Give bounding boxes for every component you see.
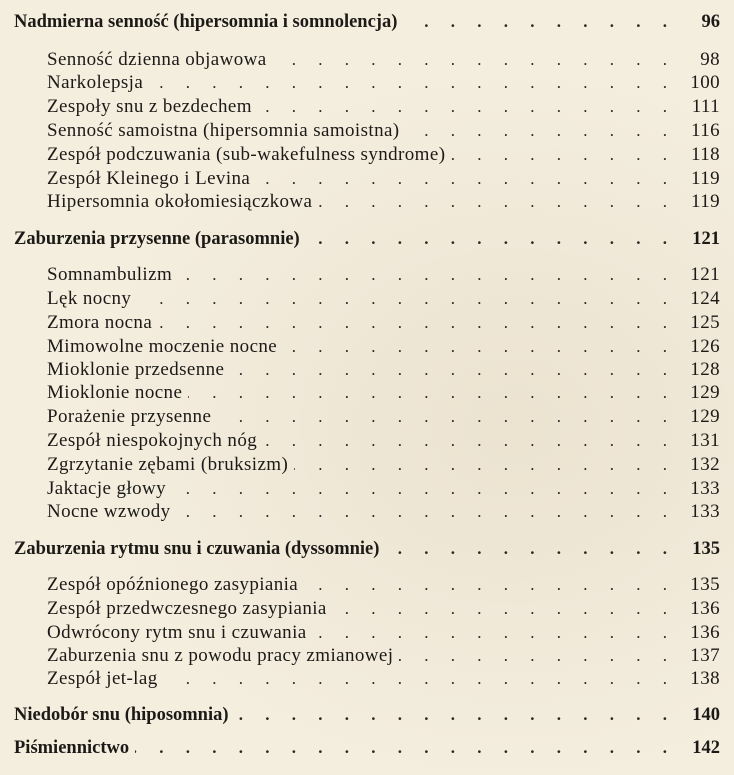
toc-page-number: 111	[691, 96, 720, 117]
leader-dots	[230, 361, 676, 378]
toc-page-number: 133	[690, 501, 720, 522]
toc-page-number: 140	[692, 705, 720, 725]
leader-dots	[235, 706, 676, 723]
toc-entry[interactable]	[47, 168, 720, 190]
leader-dots	[399, 647, 676, 664]
toc-page-number: 138	[690, 668, 720, 689]
toc-entry[interactable]	[47, 144, 720, 166]
toc-entry[interactable]	[47, 359, 720, 381]
toc-entry[interactable]	[47, 96, 720, 118]
toc-entry[interactable]	[47, 72, 720, 94]
toc-page-number: 121	[692, 229, 720, 249]
toc-page-number: 126	[690, 336, 720, 357]
leader-dots	[313, 624, 676, 641]
toc-entry[interactable]	[47, 501, 720, 523]
toc-section[interactable]	[14, 539, 720, 560]
toc-page-number: 136	[690, 598, 720, 619]
leader-dots	[137, 290, 676, 307]
toc-entry-title: Mimowolne moczenie nocne	[47, 336, 278, 357]
leader-dots	[283, 338, 676, 355]
toc-entry-title: Somnambulizm	[47, 264, 173, 285]
leader-dots	[177, 503, 676, 520]
toc-entry-title: Zespół jet-lag	[47, 668, 158, 689]
toc-entry-title: Senność samoistna (hipersomnia samoistna)	[47, 120, 400, 141]
toc-page-number: 118	[691, 144, 720, 165]
toc-section[interactable]	[14, 12, 720, 33]
toc-page-number: 98	[700, 49, 720, 70]
toc-page-number: 135	[692, 539, 720, 559]
toc-entry-title: Odwrócony rytm snu i czuwania	[47, 622, 307, 643]
leader-dots	[304, 576, 676, 593]
toc-entry[interactable]	[47, 120, 720, 142]
toc-entry-title: Jaktacje głowy	[47, 478, 167, 499]
leader-dots	[294, 456, 676, 473]
toc-page-number: 96	[701, 12, 720, 32]
leader-dots	[258, 98, 676, 115]
toc-page-number: 119	[691, 168, 720, 189]
leader-dots	[406, 122, 676, 139]
leader-dots	[178, 266, 676, 283]
toc-page-number: 136	[690, 622, 720, 643]
toc-page-number: 100	[690, 72, 720, 93]
toc-entry[interactable]	[47, 312, 720, 334]
toc-entry-title: Zgrzytanie zębami (bruksizm)	[47, 454, 289, 475]
toc-page-number: 121	[690, 264, 720, 285]
toc-entry[interactable]	[47, 430, 720, 452]
toc-page-number: 132	[690, 454, 720, 475]
leader-dots	[256, 170, 676, 187]
leader-dots	[135, 739, 676, 756]
toc-entry-title: Zespół Kleinego i Levina	[47, 168, 251, 189]
toc-entry-title: Mioklonie przedsenne	[47, 359, 225, 380]
leader-dots	[263, 432, 676, 449]
leader-dots	[385, 540, 676, 557]
toc-entry[interactable]	[47, 49, 720, 71]
toc-entry-title: Zespół podczuwania (sub-wakefulness syndrome)	[47, 144, 446, 165]
toc-entry-title: Senność dzienna objawowa	[47, 49, 267, 70]
toc-entry[interactable]	[47, 668, 720, 690]
toc-entry[interactable]	[47, 574, 720, 596]
toc-section-title: Niedobór snu (hiposomnia)	[14, 705, 229, 725]
toc-page-number: 142	[692, 738, 720, 758]
toc-entry-title: Zespoły snu z bezdechem	[47, 96, 252, 117]
leader-dots	[149, 74, 676, 91]
leader-dots	[158, 314, 676, 331]
toc-entry[interactable]	[47, 382, 720, 404]
toc-section-title: Nadmierna senność (hipersomnia i somnolencja)	[14, 12, 398, 32]
toc-entry[interactable]	[47, 598, 720, 620]
toc-entry[interactable]	[47, 622, 720, 644]
toc-page-number: 135	[690, 574, 720, 595]
toc-entry-title: Lęk nocny	[47, 288, 132, 309]
toc-entry[interactable]	[47, 288, 720, 310]
toc-entry-title: Zaburzenia snu z powodu pracy zmianowej	[47, 645, 394, 666]
leader-dots	[333, 600, 676, 617]
toc-entry[interactable]	[47, 454, 720, 476]
leader-dots	[318, 193, 676, 210]
toc-page-number: 124	[690, 288, 720, 309]
toc-page-number: 129	[690, 382, 720, 403]
toc-entry[interactable]	[47, 406, 720, 428]
toc-section-title: Piśmiennictwo	[14, 738, 130, 758]
leader-dots	[188, 384, 676, 401]
toc-entry-title: Nocne wzwody	[47, 501, 171, 522]
toc-page-number: 116	[691, 120, 720, 141]
leader-dots	[306, 230, 676, 247]
leader-dots	[451, 146, 676, 163]
toc-section[interactable]	[14, 229, 720, 250]
leader-dots	[403, 13, 676, 30]
leader-dots	[273, 51, 676, 68]
toc-entry[interactable]	[47, 478, 720, 500]
toc-entry-title: Zespół niespokojnych nóg	[47, 430, 258, 451]
toc-entry-title: Porażenie przysenne	[47, 406, 212, 427]
toc-entry-title: Zmora nocna	[47, 312, 153, 333]
toc-entry[interactable]	[47, 336, 720, 358]
toc-page-number: 119	[691, 191, 720, 212]
toc-section-title: Zaburzenia przysenne (parasomnie)	[14, 229, 300, 249]
toc-entry-title: Narkolepsja	[47, 72, 144, 93]
toc-entry-title: Zespół przedwczesnego zasypiania	[47, 598, 327, 619]
leader-dots	[164, 670, 676, 687]
toc-entry-title: Zespół opóźnionego zasypiania	[47, 574, 299, 595]
toc-page-number: 137	[690, 645, 720, 666]
toc-page-number: 131	[690, 430, 720, 451]
toc-page-number: 128	[690, 359, 720, 380]
toc-entry[interactable]	[47, 264, 720, 286]
leader-dots	[172, 480, 676, 497]
toc-page-number: 129	[690, 406, 720, 427]
toc-section[interactable]	[14, 705, 720, 726]
toc-entry-title: Mioklonie nocne	[47, 382, 183, 403]
toc-entry[interactable]	[47, 645, 720, 667]
toc-section[interactable]	[14, 738, 720, 759]
toc-section-title: Zaburzenia rytmu snu i czuwania (dyssomnie)	[14, 539, 380, 559]
toc-page-number: 125	[690, 312, 720, 333]
leader-dots	[217, 408, 676, 425]
toc-page-number: 133	[690, 478, 720, 499]
toc-entry-title: Hipersomnia okołomiesiączkowa	[47, 191, 313, 212]
toc-entry[interactable]	[47, 191, 720, 213]
